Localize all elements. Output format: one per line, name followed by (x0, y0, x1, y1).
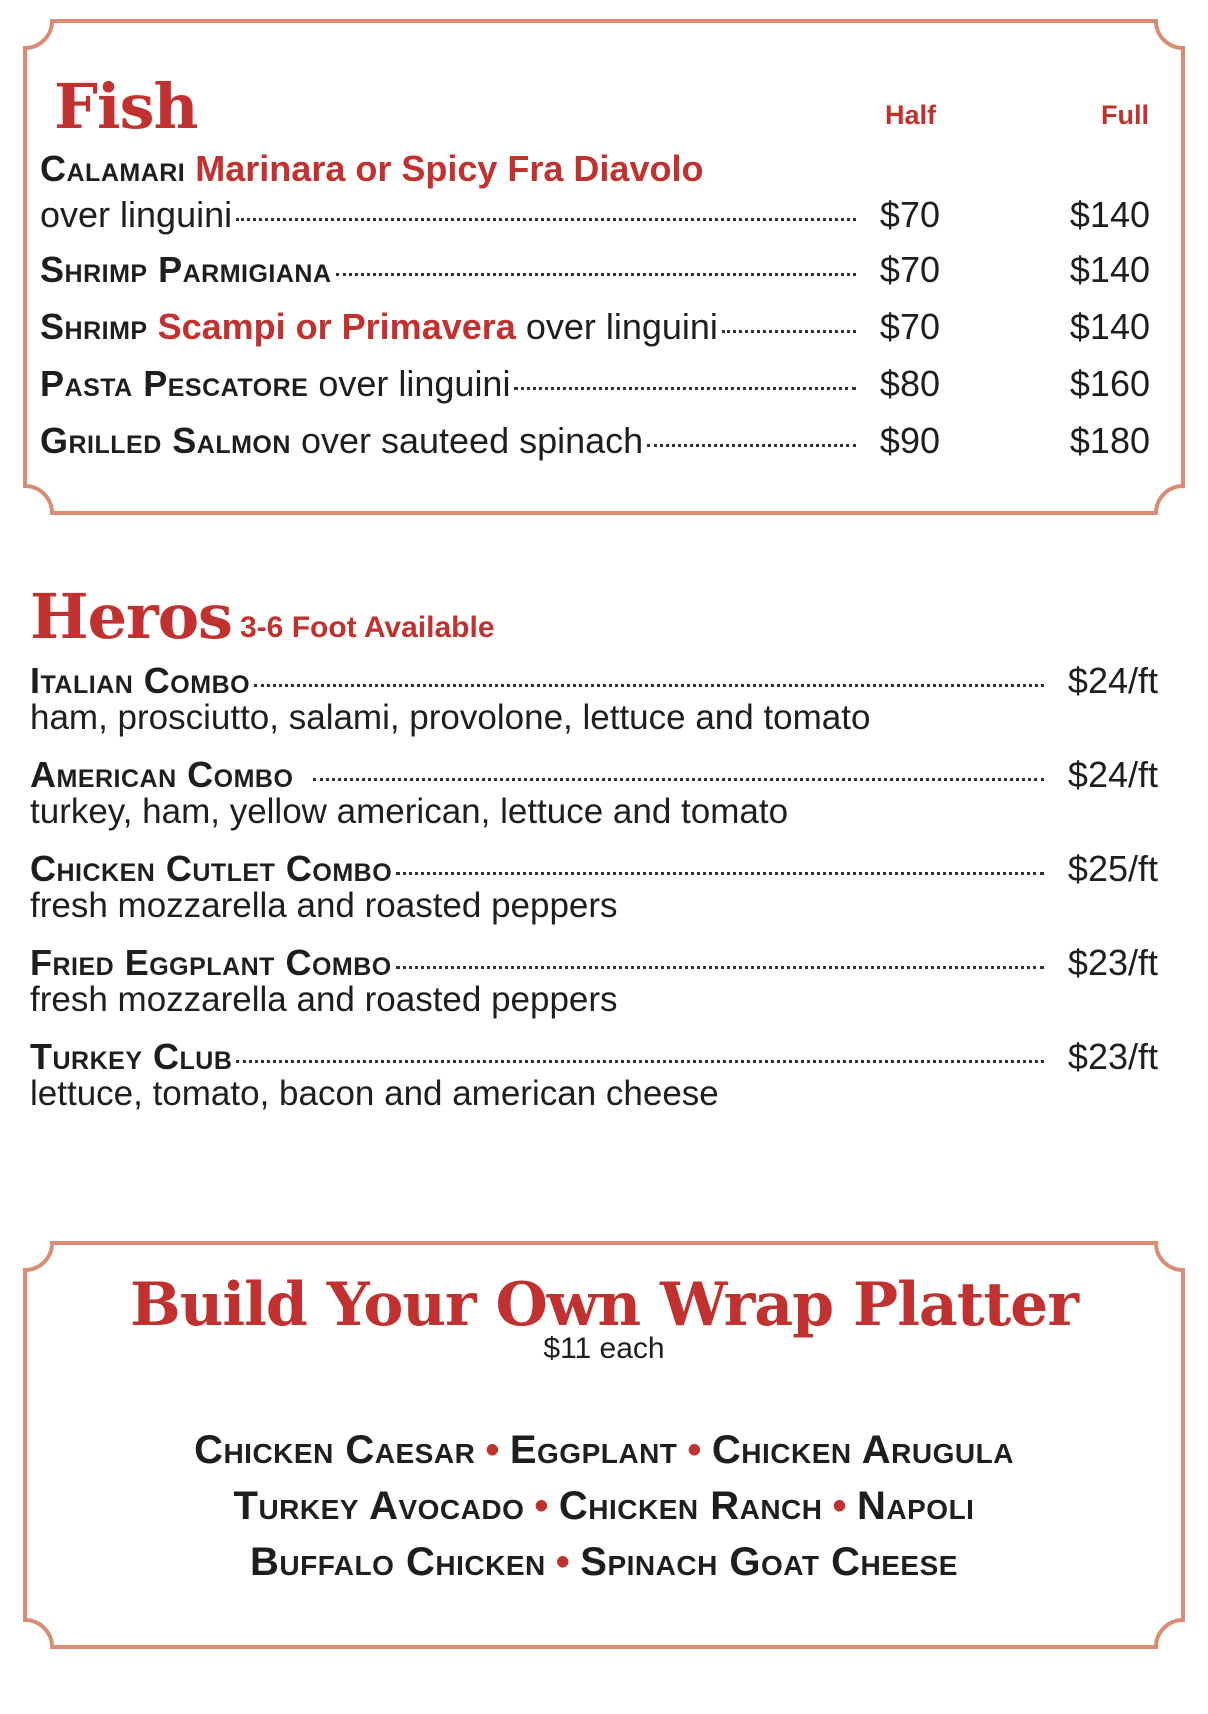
item-desc: over sauteed spinach (300, 420, 644, 461)
item-price: $23/ft (1067, 942, 1158, 983)
wrap-title: Build Your Own Wrap Platter (130, 1270, 1078, 1340)
item-option: Scampi or Primavera (157, 306, 516, 347)
wrap-options-line-1 (0, 1428, 1208, 1473)
bullet-separator: • (555, 1540, 571, 1584)
dot-leader (396, 966, 1044, 969)
menu-item-grilled-salmon (40, 420, 940, 462)
item-desc: over linguini (318, 363, 511, 404)
dot-leader (396, 872, 1044, 875)
wrap-option: Buffalo Chicken (250, 1540, 546, 1584)
price-half: $70 (879, 306, 940, 347)
bullet-separator: • (534, 1484, 549, 1528)
item-desc: fresh mozzarella and roasted peppers (30, 980, 618, 1019)
price-full: $160 (1069, 363, 1150, 404)
item-price: $24/ft (1067, 754, 1158, 795)
wrap-option: Chicken Caesar (194, 1428, 476, 1472)
item-name: Pasta Pescatore (40, 363, 309, 404)
dot-leader (514, 387, 856, 390)
bullet-separator: • (687, 1428, 702, 1472)
item-price: $24/ft (1067, 660, 1158, 701)
dot-leader (313, 778, 1044, 781)
wrap-option: Chicken Arugula (711, 1428, 1014, 1472)
menu-item-calamari (40, 148, 940, 190)
price-full: $180 (1069, 420, 1150, 461)
price-half: $70 (879, 194, 940, 235)
item-desc: over linguini (525, 306, 718, 347)
col-full-header: Full (1101, 100, 1149, 130)
wrap-price: $11 each (543, 1332, 665, 1365)
wrap-option: Turkey Avocado (233, 1484, 525, 1528)
wrap-option: Spinach Goat Cheese (580, 1540, 958, 1584)
item-desc: ham, prosciutto, salami, provolone, lettuce and tomato (30, 698, 871, 737)
dot-leader (236, 1060, 1044, 1063)
dot-leader (336, 273, 856, 276)
fish-title: Fish (54, 70, 198, 143)
menu-item-calamari-sub (40, 194, 940, 236)
item-name: Calamari (40, 148, 186, 189)
price-full: $140 (1069, 249, 1150, 290)
col-half-header: Half (885, 100, 937, 130)
item-name: Turkey Club (30, 1036, 233, 1077)
item-name: Italian Combo (30, 660, 251, 701)
heros-subtitle: 3-6 Foot Available (240, 611, 495, 644)
bullet-separator: • (832, 1484, 848, 1528)
wrap-options-line-3 (0, 1540, 1208, 1585)
heros-title: Heros (30, 580, 232, 653)
wrap-option: Napoli (857, 1484, 975, 1528)
hero-item-turkey-club (30, 1036, 1158, 1078)
price-full: $140 (1069, 194, 1150, 235)
hero-item-american-combo (30, 754, 1158, 796)
item-option: Marinara or Spicy Fra Diavolo (195, 148, 704, 189)
menu-item-shrimp-scampi (40, 306, 940, 348)
item-name: Shrimp Parmigiana (40, 249, 332, 290)
item-name: Grilled Salmon (40, 420, 291, 461)
item-name: Shrimp (40, 306, 148, 347)
hero-item-fried-eggplant-combo (30, 942, 1158, 984)
menu-item-shrimp-parmigiana (40, 249, 940, 291)
price-half: $70 (879, 249, 940, 290)
item-desc: lettuce, tomato, bacon and american cheese (30, 1074, 719, 1113)
item-desc: over linguini (40, 194, 233, 235)
wrap-options-line-2 (0, 1484, 1208, 1529)
price-half: $80 (879, 363, 940, 404)
item-name: Chicken Cutlet Combo (30, 848, 393, 889)
hero-item-italian-combo (30, 660, 1158, 702)
price-full: $140 (1069, 306, 1150, 347)
item-desc: turkey, ham, yellow american, lettuce and tomato (30, 792, 789, 831)
item-desc: fresh mozzarella and roasted peppers (30, 886, 618, 925)
price-half: $90 (879, 420, 940, 461)
item-name: Fried Eggplant Combo (30, 942, 392, 983)
item-name: American Combo (30, 754, 294, 795)
dot-leader (647, 444, 856, 447)
bullet-separator: • (485, 1428, 500, 1472)
hero-item-chicken-cutlet-combo (30, 848, 1158, 890)
dot-leader (254, 684, 1044, 687)
dot-leader (236, 218, 856, 221)
dot-leader (722, 330, 856, 333)
item-price: $25/ft (1067, 848, 1158, 889)
menu-item-pasta-pescatore (40, 363, 940, 405)
item-price: $23/ft (1067, 1036, 1158, 1077)
wrap-option: Chicken Ranch (558, 1484, 823, 1528)
wrap-option: Eggplant (509, 1428, 678, 1472)
